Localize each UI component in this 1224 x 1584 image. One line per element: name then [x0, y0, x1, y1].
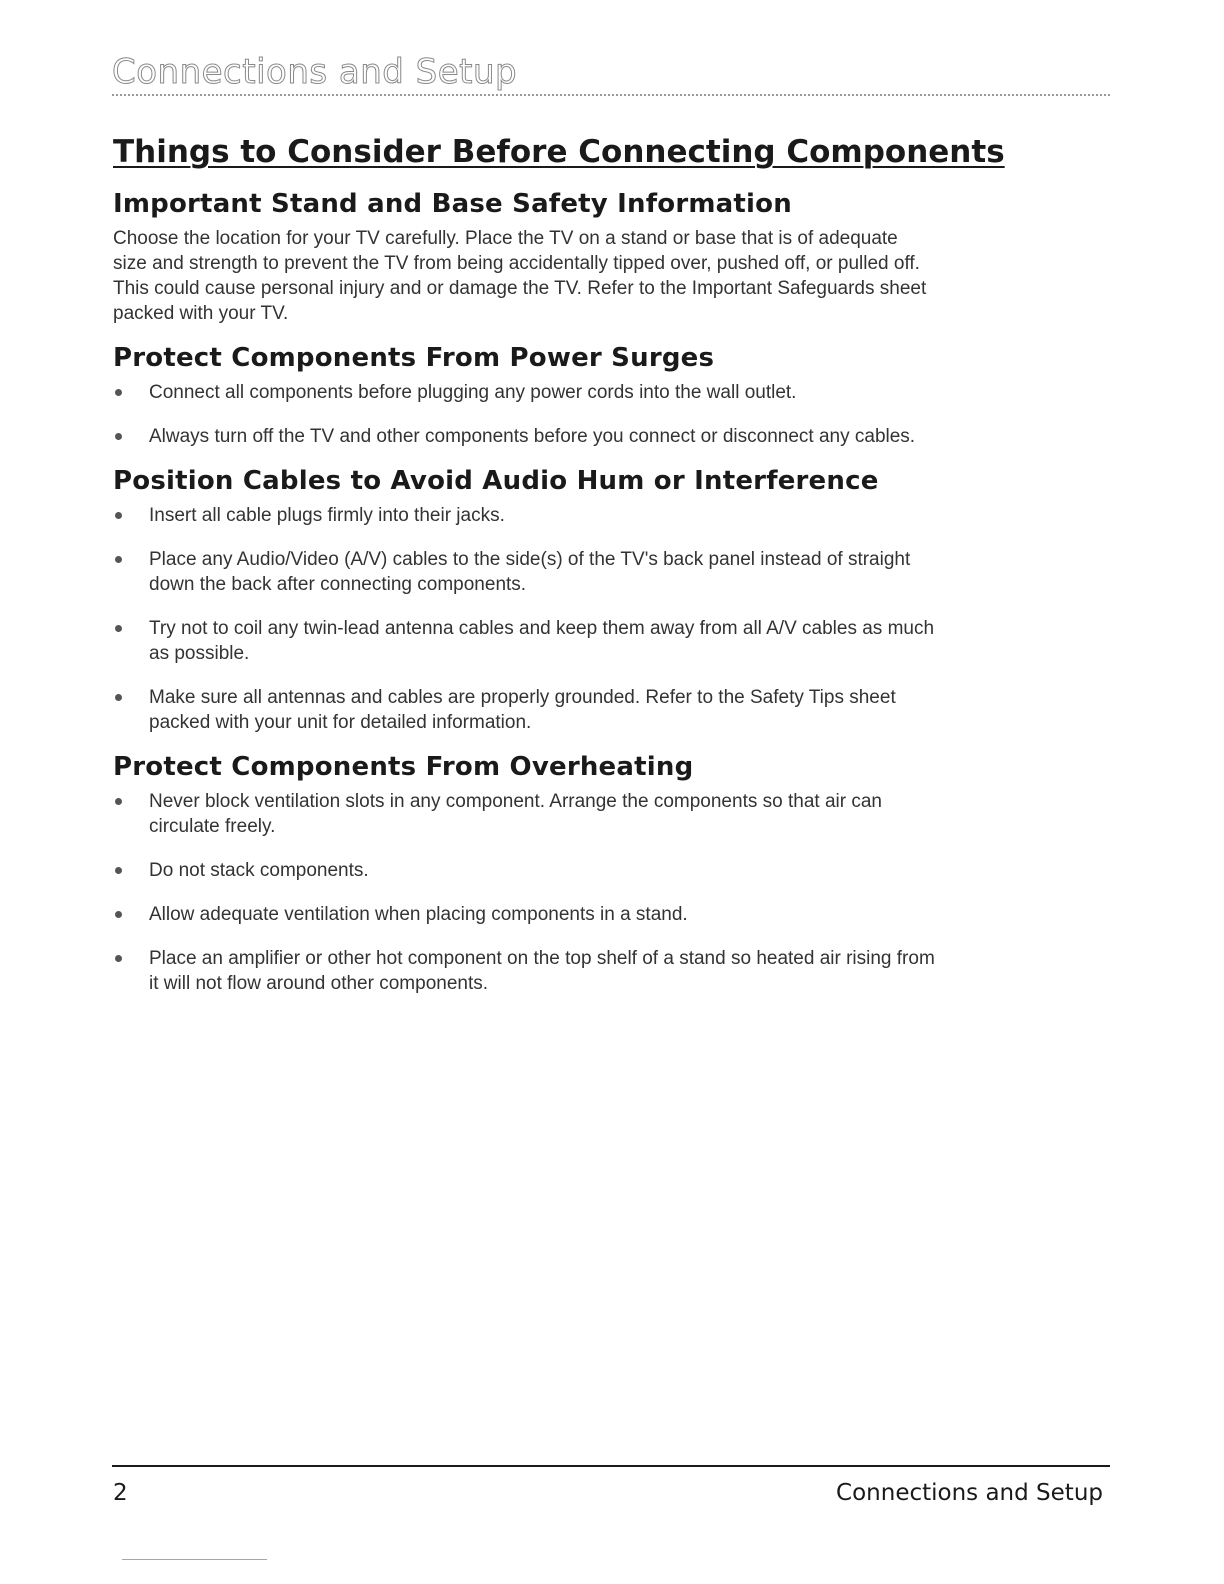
bullet-icon: [115, 694, 122, 701]
list-item-text: Do not stack components.: [149, 860, 369, 881]
header-title: Connections and Setup: [112, 52, 518, 92]
list-item-text: Insert all cable plugs firmly into their jacks.: [149, 505, 505, 526]
section-stand-safety: [113, 186, 953, 326]
list-item: [113, 547, 949, 597]
page-header: [112, 48, 1110, 96]
section-title: Position Cables to Avoid Audio Hum or Interference: [113, 466, 879, 496]
section-overheating: [113, 749, 953, 996]
section-power-surges: [113, 340, 953, 449]
section-paragraph: Choose the location for your TV carefully. Place the TV on a stand or base that is of adequate size and strength to prevent the TV from being accidentally tipped over, pushed off, or pulled off. This could cause personal injury and or damage the TV. Refer to the Important Safeguards sheet packed with your TV.: [113, 228, 927, 324]
list-item: [113, 685, 949, 735]
list-item: [113, 424, 949, 449]
list-item: [113, 902, 949, 927]
list-item-text: Allow adequate ventilation when placing components in a stand.: [149, 904, 688, 925]
bullet-icon: [115, 625, 122, 632]
footer-section-name: Connections and Setup: [836, 1480, 1103, 1506]
bullet-list: [113, 503, 953, 735]
page-number: 2: [113, 1480, 128, 1506]
list-item-text: Connect all components before plugging any power cords into the wall outlet.: [149, 382, 797, 403]
list-item-text: Try not to coil any twin-lead antenna cables and keep them away from all A/V cables as much as possible.: [149, 618, 935, 664]
list-item: [113, 503, 949, 528]
list-item: [113, 616, 949, 666]
list-item: [113, 789, 949, 839]
bullet-icon: [115, 433, 122, 440]
list-item: [113, 858, 949, 883]
bullet-icon: [115, 798, 122, 805]
list-item: [113, 380, 949, 405]
footer-divider: [112, 1465, 1110, 1467]
bullet-list: [113, 789, 953, 996]
page-content: [113, 186, 953, 1010]
list-item-text: Never block ventilation slots in any component. Arrange the components so that air can circulate freely.: [149, 791, 882, 837]
list-item-text: Always turn off the TV and other components before you connect or disconnect any cables.: [149, 426, 916, 447]
list-item-text: Place any Audio/Video (A/V) cables to the side(s) of the TV's back panel instead of straight down the back after connecting components.: [149, 549, 911, 595]
bullet-icon: [115, 556, 122, 563]
bullet-icon: [115, 867, 122, 874]
section-title: Important Stand and Base Safety Information: [113, 189, 792, 219]
list-item: [113, 946, 949, 996]
section-title: Protect Components From Power Surges: [113, 343, 715, 373]
bullet-icon: [115, 512, 122, 519]
bullet-icon: [115, 955, 122, 962]
bullet-list: [113, 380, 953, 449]
bottom-divider: [122, 1559, 267, 1560]
section-cables: [113, 463, 953, 735]
list-item-text: Make sure all antennas and cables are properly grounded. Refer to the Safety Tips sheet packed with your unit for detailed information.: [149, 687, 896, 733]
section-title: Protect Components From Overheating: [113, 752, 694, 782]
list-item-text: Place an amplifier or other hot component on the top shelf of a stand so heated air rising from it will not flow around other components.: [149, 948, 935, 994]
bullet-icon: [115, 911, 122, 918]
page-title: Things to Consider Before Connecting Components: [113, 134, 1005, 170]
bullet-icon: [115, 389, 122, 396]
